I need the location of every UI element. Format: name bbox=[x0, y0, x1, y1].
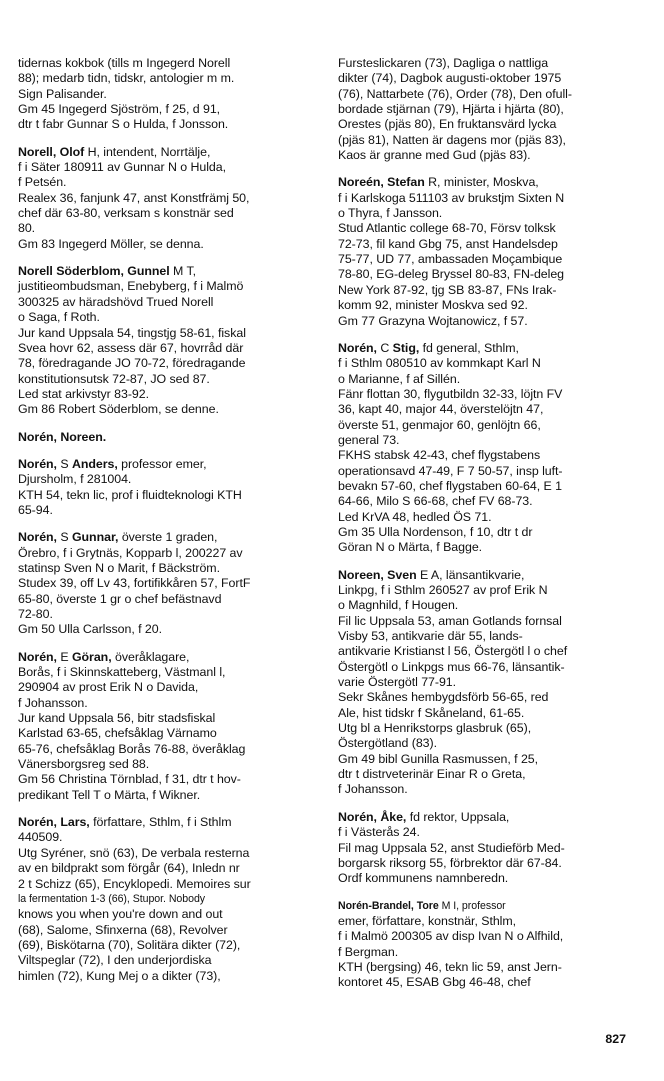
text-line: Jur kand Uppsala 56, bitr stadsfiskal bbox=[18, 711, 216, 726]
text-line: av en bildprakt som förgår (64), Inledn nr bbox=[18, 861, 240, 876]
text-line: o Thyra, f Jansson. bbox=[338, 206, 443, 221]
text-line: chef där 63-80, verksam s konstnär sed bbox=[18, 206, 234, 221]
text-line: f i Sthlm 080510 av kommkapt Karl N bbox=[338, 356, 541, 371]
text-line: Led stat arkivstyr 83-92. bbox=[18, 386, 149, 401]
text-line: Gm 56 Christina Törnblad, f 31, dtr t hov- bbox=[18, 772, 241, 787]
text-line: 65-94. bbox=[18, 502, 53, 517]
entry-heading-rest: E A, länsantikvarie, bbox=[416, 567, 525, 582]
text-line: Vänersborgsreg sed 88. bbox=[18, 757, 150, 772]
text-line: Sekr Skånes hembygdsförb 56-65, red bbox=[338, 690, 549, 705]
entry-name: Norell, Olof bbox=[18, 144, 85, 159]
text-line: f Bergman. bbox=[338, 944, 399, 959]
text-line: Gm 49 bibl Gunilla Rasmussen, f 25, bbox=[338, 751, 539, 766]
text-line: 78, föredragande JO 70-72, föredragande bbox=[18, 356, 246, 371]
text-line: f i Säter 180911 av Gunnar N o Hulda, bbox=[18, 160, 226, 175]
text-line: Studex 39, off Lv 43, fortifikkåren 57, FortF bbox=[18, 576, 251, 591]
text-line: KTH 54, tekn lic, prof i fluidteknologi KTH bbox=[18, 487, 242, 502]
entry-noren-brandel-tore bbox=[338, 899, 624, 991]
entry-noren-reference bbox=[18, 430, 304, 445]
text-line: dtr t distrveterinär Einar R o Greta, bbox=[338, 767, 526, 782]
text-line: Djursholm, f 281004. bbox=[18, 472, 132, 487]
entry-given-name: Stig, bbox=[392, 340, 420, 355]
entry-heading bbox=[338, 899, 624, 914]
text-line: Karlstad 63-65, chefsåklag Värnamo bbox=[18, 726, 217, 741]
entry-noren-goran bbox=[18, 650, 304, 803]
text-line: Gm 86 Robert Söderblom, se denne. bbox=[18, 402, 219, 417]
entry-heading-rest: författare, Sthlm, f i Sthlm bbox=[89, 815, 232, 830]
text-line: 36, kapt 40, major 44, överstelöjtn 47, bbox=[338, 402, 544, 417]
text-line: 300325 av häradshövd Trued Norell bbox=[18, 294, 214, 309]
entry-heading-rest: R, minister, Moskva, bbox=[424, 175, 539, 190]
text-line: 2 t Schizz (65), Encyklopedi. Memoires sur bbox=[18, 876, 251, 891]
text-line: Svea hovr 62, assess där 67, hovrråd där bbox=[18, 340, 244, 355]
entry-initial: S bbox=[56, 530, 72, 545]
text-line: f Johansson. bbox=[338, 782, 408, 797]
entry-initial: S bbox=[56, 456, 72, 471]
text-line: Visby 53, antikvarie där 55, lands- bbox=[338, 629, 523, 644]
text-line: Ordf kommunens namnberedn. bbox=[338, 871, 509, 886]
text-line: 440509. bbox=[18, 830, 63, 845]
entry-surname: Norén, bbox=[18, 649, 57, 664]
entry-heading-rest: M T, bbox=[169, 264, 197, 279]
text-line: predikant Tell T o Märta, f Wikner. bbox=[18, 787, 201, 802]
text-line: statinsp Sven N o Marit, f Bäckström. bbox=[18, 560, 220, 575]
entry-heading bbox=[18, 145, 304, 160]
text-line: varie Östergötl 77-91. bbox=[338, 675, 457, 690]
text-line: emer, författare, konstnär, Sthlm, bbox=[338, 913, 517, 928]
text-line: Stud Atlantic college 68-70, Försv tolksk bbox=[338, 221, 556, 236]
entry-noreen-sven bbox=[338, 568, 624, 798]
text-line: (pjäs 81), Natten är dagens mor (pjäs 83), bbox=[338, 132, 566, 147]
text-line: Realex 36, fanjunk 47, anst Konstfrämj 50, bbox=[18, 190, 250, 205]
entry-name: Norén, Lars, bbox=[18, 815, 90, 830]
entry-heading-rest: fd general, Sthlm, bbox=[419, 340, 519, 355]
text-line: Utg bl a Henrikstorps glasbruk (65), bbox=[338, 721, 532, 736]
text-line: 65-76, chefsåklag Borås 76-88, överåklag bbox=[18, 741, 246, 756]
entry-noreen-stefan bbox=[338, 175, 624, 328]
entry-heading bbox=[18, 815, 304, 830]
text-line: Göran N o Märta, f Bagge. bbox=[338, 540, 483, 555]
text-line: Orestes (pjäs 80), En fruktansvärd lycka bbox=[338, 117, 557, 132]
text-line: 64-66, Milo S 66-68, chef FV 68-73. bbox=[338, 494, 533, 509]
text-line-small: la fermentation 1-3 (66), Stupor. Nobody bbox=[18, 892, 206, 905]
text-line: antikvarie Kristianst l 56, Östergötl l o chef bbox=[338, 644, 568, 659]
entry-given-name: Gunnar, bbox=[71, 530, 119, 545]
entry-heading bbox=[18, 457, 304, 472]
entry-heading-rest: M I, professor bbox=[438, 899, 506, 912]
text-line: Ale, hist tidskr f Skåneland, 61-65. bbox=[338, 705, 525, 720]
entry-name: Noreen, Sven bbox=[338, 567, 417, 582]
text-line: New York 87-92, tjg SB 83-87, FNs Irak- bbox=[338, 282, 557, 297]
text-line: f Johansson. bbox=[18, 695, 88, 710]
text-line: knows you when you're down and out bbox=[18, 907, 223, 922]
text-line: (76), Nattarbete (76), Order (78), Den ofull- bbox=[338, 86, 572, 101]
text-line: Fil mag Uppsala 52, anst Studieförb Med- bbox=[338, 840, 565, 855]
text-line: Led KrVA 48, hedled ÖS 71. bbox=[338, 509, 492, 524]
entry-name: Norell Söderblom, Gunnel bbox=[18, 264, 170, 279]
text-line: (68), Salome, Sfinxerna (68), Revolver bbox=[18, 922, 228, 937]
text-line: Gm 35 Ulla Nordenson, f 10, dtr t dr bbox=[338, 524, 533, 539]
text-line: 78-80, EG-deleg Bryssel 80-83, FN-deleg bbox=[338, 267, 565, 282]
text-line: Borås, f i Skinnskatteberg, Västmanl l, bbox=[18, 665, 226, 680]
entry-name: Norén, Åke, bbox=[338, 809, 407, 824]
text-line: Gm 45 Ingegerd Sjöström, f 25, d 91, bbox=[18, 102, 221, 117]
text-line: o Magnhild, f Hougen. bbox=[338, 598, 459, 613]
text-line: dtr t fabr Gunnar S o Hulda, f Jonsson. bbox=[18, 117, 229, 132]
entry-noren-ake bbox=[338, 810, 624, 887]
entry-surname: Norén, bbox=[18, 456, 57, 471]
text-line: Gm 77 Grazyna Wojtanowicz, f 57. bbox=[338, 313, 528, 328]
entry-heading bbox=[338, 341, 624, 356]
text-line: 75-77, UD 77, ambassaden Moçambique bbox=[338, 252, 563, 267]
entry-heading bbox=[18, 530, 304, 545]
text-line: Viltspeglar (72), I den underjordiska bbox=[18, 953, 212, 968]
text-line: bevakn 57-60, chef flygstaben 60-64, E 1 bbox=[338, 478, 562, 493]
left-column bbox=[18, 56, 304, 996]
text-line: Utg Syréner, snö (63), De verbala resterna bbox=[18, 845, 250, 860]
entry-heading-rest: överste 1 graden, bbox=[118, 530, 218, 545]
text-line: Östergötl o Linkpgs mus 66-76, länsantik- bbox=[338, 659, 565, 674]
right-column bbox=[338, 56, 624, 1003]
text-line: 80. bbox=[18, 221, 36, 236]
text-line: himlen (72), Kung Mej o a dikter (73), bbox=[18, 968, 221, 983]
text-line: Fänr flottan 30, flygutbildn 32-33, löjtn FV bbox=[338, 386, 563, 401]
entry-noren-stig bbox=[338, 341, 624, 556]
entry-heading bbox=[18, 264, 304, 279]
text-line: operationsavd 47-49, F 7 50-57, insp luft- bbox=[338, 463, 563, 478]
entry-initial: C bbox=[376, 340, 393, 355]
text-line: Gm 83 Ingegerd Möller, se denna. bbox=[18, 236, 204, 251]
text-line: dikter (74), Dagbok augusti-oktober 1975 bbox=[338, 71, 562, 86]
entry-name: Norén-Brandel, Tore bbox=[338, 899, 439, 912]
entry-norell-olof bbox=[18, 145, 304, 252]
text-line: 65-80, överste 1 gr o chef befästnavd bbox=[18, 591, 222, 606]
entry-given-name: Anders, bbox=[71, 456, 118, 471]
entry-heading-rest: H, intendent, Norrtälje, bbox=[84, 144, 211, 159]
text-line: bordade stjärnan (79), Hjärta i hjärta (80), bbox=[338, 102, 564, 117]
text-line: kontoret 45, ESAB Gbg 46-48, chef bbox=[338, 975, 531, 990]
entry-continuation bbox=[338, 56, 624, 163]
text-line: f i Malmö 200305 av disp Ivan N o Alfhild, bbox=[338, 929, 564, 944]
entry-heading bbox=[18, 650, 304, 665]
page-number: 827 bbox=[605, 1032, 626, 1046]
entry-continuation bbox=[18, 56, 304, 133]
text-line: FKHS stabsk 42-43, chef flygstabens bbox=[338, 448, 541, 463]
text-line: (69), Biskötarna (70), Solitära dikter (72), bbox=[18, 937, 241, 952]
text-line: borgarsk riksorg 55, förbrektor där 67-84. bbox=[338, 855, 562, 870]
text-line: f i Karlskoga 511103 av brukstjm Sixten N bbox=[338, 190, 565, 205]
text-line: f i Västerås 24. bbox=[338, 825, 420, 840]
entry-heading bbox=[338, 568, 624, 583]
text-line: 72-73, fil kand Gbg 75, anst Handelsdep bbox=[338, 236, 558, 251]
text-line: justitieombudsman, Enebyberg, f i Malmö bbox=[18, 279, 244, 294]
text-line: komm 92, minister Moskva sed 92. bbox=[338, 298, 528, 313]
text-line: Gm 50 Ulla Carlsson, f 20. bbox=[18, 622, 162, 637]
entry-heading bbox=[338, 810, 624, 825]
entry-name: Norén, Noreen. bbox=[18, 429, 107, 444]
text-line: general 73. bbox=[338, 432, 400, 447]
text-line: Jur kand Uppsala 54, tingstjg 58-61, fiskal bbox=[18, 325, 246, 340]
entry-given-name: Göran, bbox=[71, 649, 112, 664]
text-line: Sign Palisander. bbox=[18, 86, 107, 101]
text-line: o Saga, f Roth. bbox=[18, 310, 100, 325]
entry-heading-rest: överåklagare, bbox=[111, 649, 190, 664]
entry-norell-soderblom-gunnel bbox=[18, 264, 304, 417]
text-line: tidernas kokbok (tills m Ingegerd Norell bbox=[18, 56, 231, 70]
entry-initial: E bbox=[56, 649, 72, 664]
entry-heading bbox=[18, 430, 304, 445]
text-line: Linkpg, f i Sthlm 260527 av prof Erik N bbox=[338, 583, 548, 597]
text-line: 72-80. bbox=[18, 607, 53, 621]
text-line: o Marianne, f af Sillén. bbox=[338, 371, 461, 386]
text-line: KTH (bergsing) 46, tekn lic 59, anst Jern- bbox=[338, 959, 562, 974]
entry-noren-anders bbox=[18, 457, 304, 518]
entry-surname: Norén, bbox=[338, 340, 377, 355]
text-line: Fursteslickaren (73), Dagliga o nattliga bbox=[338, 56, 549, 70]
text-line: överste 51, genmajor 60, genlöjtn 66, bbox=[338, 417, 541, 432]
entry-heading-rest: professor emer, bbox=[117, 456, 207, 471]
text-line: konstitutionsutsk 72-87, JO sed 87. bbox=[18, 371, 210, 386]
entry-name: Noreén, Stefan bbox=[338, 175, 425, 190]
text-line: 88); medarb tidn, tidskr, antologier m m. bbox=[18, 71, 235, 86]
text-line: Fil lic Uppsala 53, aman Gotlands fornsal bbox=[338, 613, 562, 628]
entry-surname: Norén, bbox=[18, 530, 57, 545]
text-line: Östergötland (83). bbox=[338, 736, 437, 751]
entry-noren-gunnar bbox=[18, 530, 304, 637]
text-line: Kaos är granne med Gud (pjäs 83). bbox=[338, 148, 531, 163]
text-line: 290904 av prost Erik N o Davida, bbox=[18, 680, 199, 695]
entry-noren-lars bbox=[18, 815, 304, 984]
text-line: Örebro, f i Grytnäs, Kopparb l, 200227 av bbox=[18, 545, 243, 560]
entry-heading bbox=[338, 175, 624, 190]
text-line: f Petsén. bbox=[18, 175, 67, 190]
entry-heading-rest: fd rektor, Uppsala, bbox=[406, 809, 510, 824]
